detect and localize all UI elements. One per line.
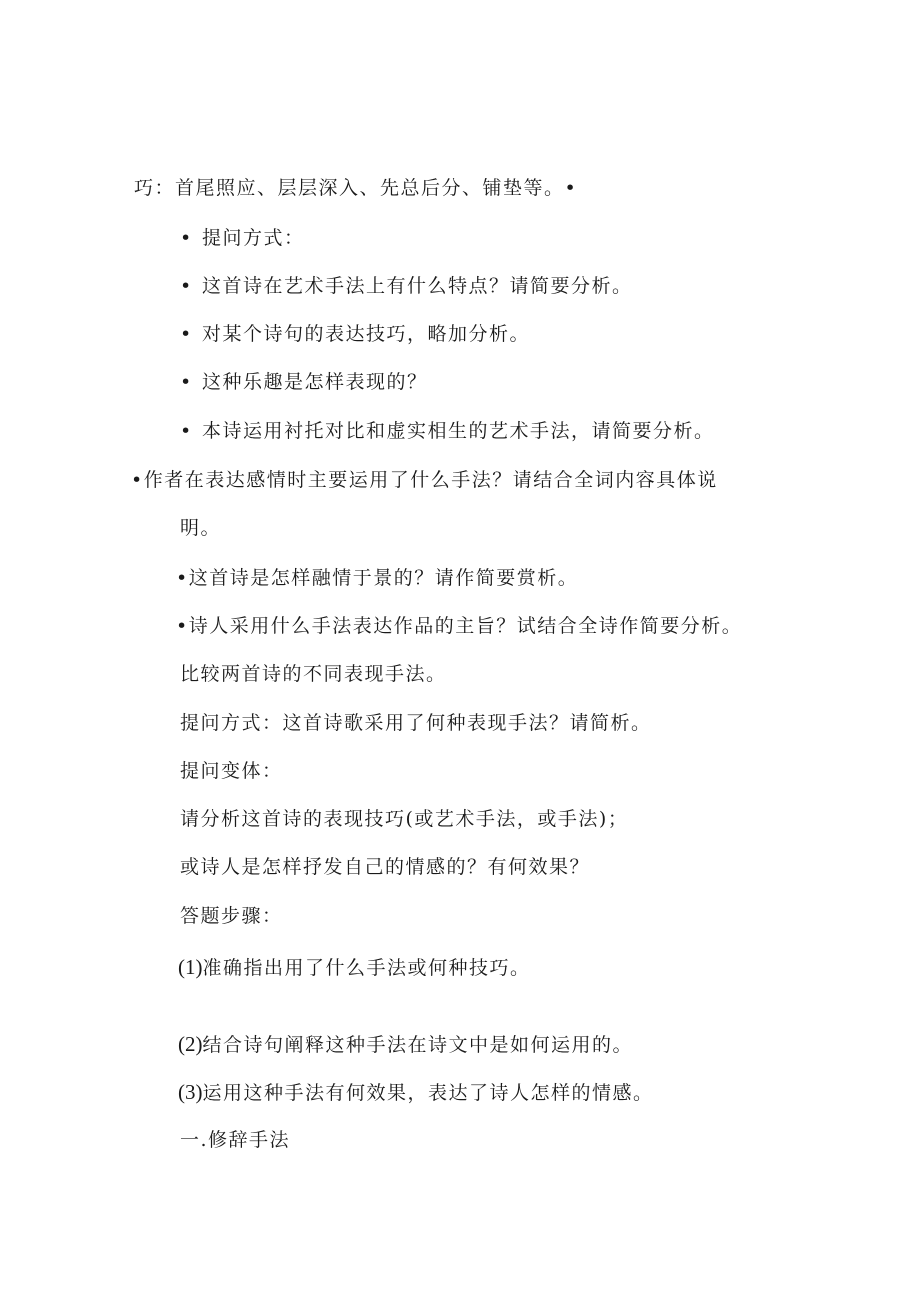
section-heading-rhetoric: 一.修辞手法 (180, 1129, 291, 1151)
step-number: (1) (178, 955, 203, 979)
text-line-variant-1: 请分析这首诗的表现技巧(或艺术手法，或手法)； (180, 808, 629, 830)
bullet-icon: • (180, 371, 193, 393)
bullet-item-question-1 (180, 274, 633, 298)
bullet-icon: • (180, 275, 193, 297)
text-line-variant-2: 或诗人是怎样抒发自己的情感的？有何效果？ (180, 856, 591, 878)
bullet-icon: • (180, 227, 193, 249)
bullet-item-text: 这种乐趣是怎样表现的？ (202, 371, 428, 393)
step-text: 运用这种手法有何效果，表达了诗人怎样的情感。 (202, 1082, 654, 1104)
bullet-item-text: 这首诗在艺术手法上有什么特点？请简要分析。 (202, 275, 633, 297)
step-number: (3) (178, 1080, 203, 1104)
step-text: 准确指出用了什么手法或何种技巧。 (202, 957, 531, 979)
bullet-item-text: 提问方式： (202, 227, 305, 249)
text-line-compare: 比较两首诗的不同表现手法。 (180, 663, 447, 685)
bullet-item-question-2 (180, 322, 530, 346)
bullet-icon: • (180, 420, 193, 442)
text-line-steps-heading: 答题步骤： (180, 905, 283, 927)
bullet-item-ask-method (180, 226, 305, 250)
text-line-variant-heading: 提问变体： (180, 760, 283, 782)
bullet-item-question-3 (180, 370, 428, 394)
text-line-1: 巧：首尾照应、层层深入、先总后分、铺垫等。• (134, 177, 578, 199)
step-number: (2) (178, 1032, 203, 1056)
text-line-ask-method-2: 提问方式：这首诗歌采用了何种表现手法？请简析。 (180, 712, 652, 734)
step-item-2 (178, 1032, 633, 1057)
step-text: 结合诗句阐释这种手法在诗文中是如何运用的。 (202, 1034, 634, 1056)
step-item-1 (178, 955, 531, 980)
text-line-author-emotion: •作者在表达感情时主要运用了什么手法？请结合全词内容具体说 (131, 469, 718, 491)
step-item-3 (178, 1080, 654, 1105)
text-line-continuation: 明。 (180, 517, 222, 539)
text-line-theme-method: •诗人采用什么手法表达作品的主旨？试结合全诗作简要分析。 (176, 615, 743, 637)
bullet-item-text: 对某个诗句的表达技巧，略加分析。 (202, 323, 531, 345)
text-line-scene-emotion: •这首诗是怎样融情于景的？请作简要赏析。 (176, 567, 579, 589)
bullet-item-question-4 (180, 419, 715, 443)
bullet-item-text: 本诗运用衬托对比和虚实相生的艺术手法，请简要分析。 (202, 420, 715, 442)
bullet-icon: • (180, 323, 193, 345)
